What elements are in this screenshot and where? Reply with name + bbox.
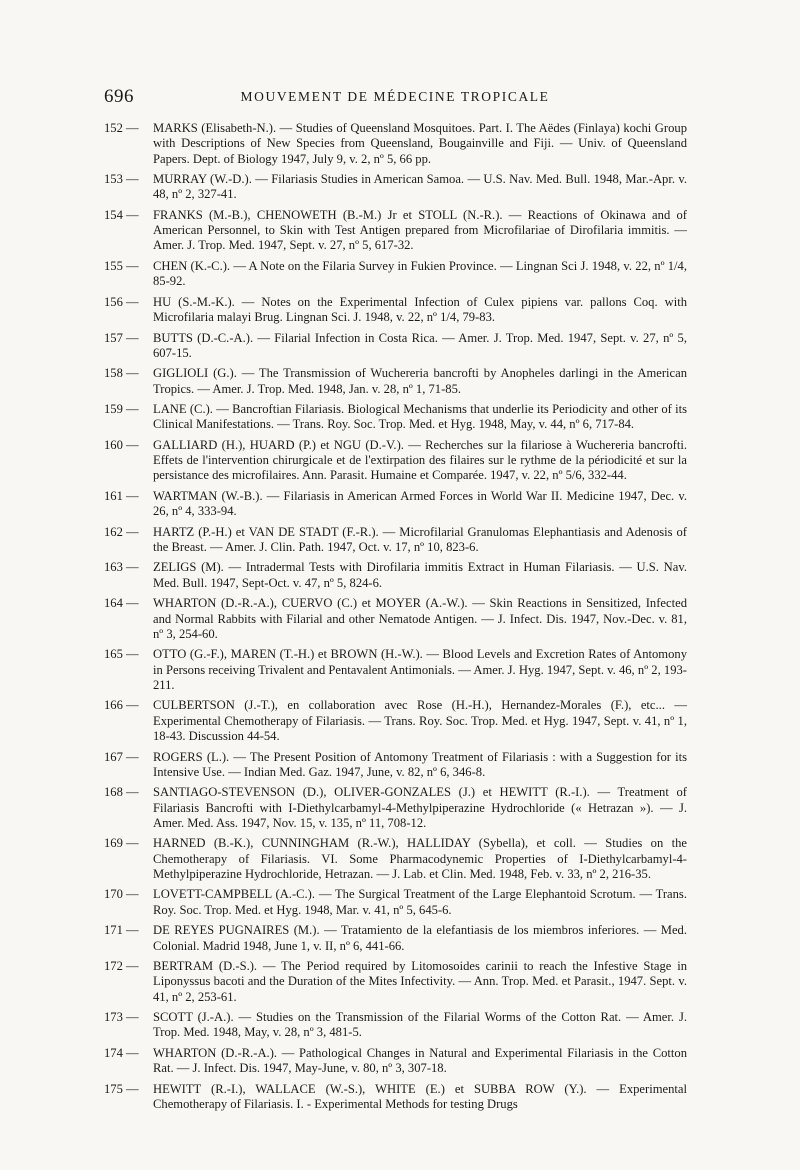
entry-number: 171 — [104, 923, 139, 938]
entry-text: CULBERTSON (J.-T.), en collaboration avec Rose (H.-H.), Hernandez-Morales (F.), etc... — Experimental Chemotherapy of Filariasis. — Trans. Roy. Soc. Trop. Med. et Hyg. 1947, Sept. v. 41, nº 1, 18-43. Discussion 44-54. [153, 698, 687, 744]
bibliography-entry [104, 402, 687, 433]
bibliography-entry [104, 331, 687, 362]
bibliography-entry [104, 785, 687, 831]
bibliography-entry [104, 647, 687, 693]
entry-text: WHARTON (D.-R.-A.). — Pathological Changes in Natural and Experimental Filariasis in the Cotton Rat. — J. Infect. Dis. 1947, May-June, v. 80, nº 3, 307-18. [153, 1045, 687, 1076]
entry-text: FRANKS (M.-B.), CHENOWETH (B.-M.) Jr et STOLL (N.-R.). — Reactions of Okinawa and of American Personnel, to Skin with Test Antigen prepared from Microfilariae of Dirofilaria immitis. — Amer. J. Trop. Med. 1947, Sept. v. 27, nº 5, 617-32. [153, 207, 687, 253]
entry-text: GIGLIOLI (G.). — The Transmission of Wuchereria bancrofti by Anopheles darlingi in the American Tropics. — Amer. J. Trop. Med. 1948, Jan. v. 28, nº 1, 71-85. [153, 366, 687, 396]
bibliography-entry [104, 750, 687, 781]
bibliography-entry [104, 1082, 687, 1113]
entry-number: 157 — [104, 330, 139, 345]
entry-number: 160 — [104, 437, 139, 452]
entry-text: ROGERS (L.). — The Present Position of Antomony Treatment of Filariasis : with a Suggestion for its Intensive Use. — Indian Med. Gaz. 1947, June, v. 82, nº 6, 346-8. [153, 749, 687, 779]
entry-number: 169 — [104, 836, 139, 851]
running-title: MOUVEMENT DE MÉDECINE TROPICALE [240, 89, 550, 104]
bibliography-entry [104, 438, 687, 484]
page-number: 696 [104, 86, 134, 107]
entry-text: DE REYES PUGNAIRES (M.). — Tratamiento de la elefantiasis de los miembros inferiores. — Med. Colonial. Madrid 1948, June 1, v. II, nº 6, 441-66. [153, 923, 687, 953]
bibliography-entry [104, 525, 687, 556]
entry-number: 159 — [104, 402, 139, 417]
entry-number: 158 — [104, 366, 139, 381]
bibliography-entry [104, 923, 687, 954]
entry-number: 165 — [104, 647, 139, 662]
entry-number: 161 — [104, 488, 139, 503]
bibliography-entry [104, 560, 687, 591]
bibliography-entry [104, 259, 687, 290]
bibliography-entry [104, 596, 687, 642]
bibliography-list [104, 121, 687, 1117]
bibliography-entry [104, 489, 687, 520]
entry-number: 166 — [104, 698, 139, 713]
entry-number: 170 — [104, 887, 139, 902]
entry-number: 155 — [104, 258, 139, 273]
entry-number: 163 — [104, 560, 139, 575]
entry-number: 174 — [104, 1045, 139, 1060]
entry-text: OTTO (G.-F.), MAREN (T.-H.) et BROWN (H.-W.). — Blood Levels and Excretion Rates of Antomony in Persons receiving Trivalent and Pentavalent Antimonials. — Amer. J. Hyg. 1947, Sept. v. 46, nº 2, 193-211. [153, 647, 687, 692]
bibliography-entry [104, 887, 687, 918]
entry-text: WHARTON (D.-R.-A.), CUERVO (C.) et MOYER (A.-W.). — Skin Reactions in Sensitized, Infected and Normal Rabbits with Filarial and other Nematode Antigen. — J. Infect. Dis. 1947, Nov.-Dec. v. 81, nº 3, 254-60. [153, 596, 687, 641]
entry-number: 156 — [104, 294, 139, 309]
entry-number: 162 — [104, 524, 139, 539]
entry-text: HARTZ (P.-H.) et VAN DE STADT (F.-R.). — Microfilarial Granulomas Elephantiasis and Adenosis of the Breast. — Amer. J. Clin. Path. 1947, Oct. v. 17, nº 10, 823-6. [153, 524, 687, 554]
entry-text: HU (S.-M.-K.). — Notes on the Experimental Infection of Culex pipiens var. pallons Coq. with Microfilaria malayi Brug. Lingnan Sci. J. 1948, v. 22, nº 1/4, 79-83. [153, 294, 687, 325]
entry-number: 172 — [104, 959, 139, 973]
bibliography-entry [104, 698, 687, 744]
entry-text: SCOTT (J.-A.). — Studies on the Transmission of the Filarial Worms of the Cotton Rat. — Amer. J. Trop. Med. 1948, May, v. 28, nº 3, 481-5. [153, 1010, 687, 1040]
entry-text: GALLIARD (H.), HUARD (P.) et NGU (D.-V.). — Recherches sur la filariose à Wuchereria bancrofti. Effets de l'intervention chirurgicale et de l'extirpation des filaires sur le rythme de la périodicité et sur la persistance des microfilaires. Ann. Parasit. Humaine et Comparée. 1947, v. 22, nº 5/6, 332-44. [153, 437, 687, 483]
entry-text: LANE (C.). — Bancroftian Filariasis. Biological Mechanisms that underlie its Periodicity and other of its Clinical Manifestations. — Trans. Roy. Soc. Trop. Med. et Hyg. 1948, May, v. 44, nº 6, 717-84. [153, 402, 687, 432]
bibliography-entry [104, 121, 687, 167]
entry-text: WARTMAN (W.-B.). — Filariasis in American Armed Forces in World War II. Medicine 1947, Dec. v. 26, nº 4, 333-94. [153, 488, 687, 519]
bibliography-entry [104, 208, 687, 254]
entry-number: 168 — [104, 785, 139, 800]
entry-number: 164 — [104, 596, 139, 611]
entry-text: CHEN (K.-C.). — A Note on the Filaria Survey in Fukien Province. — Lingnan Sci J. 1948, v. 22, nº 1/4, 85-92. [153, 258, 687, 289]
bibliography-entry [104, 1046, 687, 1077]
bibliography-entry [104, 295, 687, 326]
entry-number: 152 — [104, 121, 139, 135]
entry-text: ZELIGS (M). — Intradermal Tests with Dirofilaria immitis Extract in Human Filariasis. — U.S. Nav. Med. Bull. 1947, Sept-Oct. v. 47, nº 5, 824-6. [153, 560, 687, 590]
entry-text: MARKS (Elisabeth-N.). — Studies of Queensland Mosquitoes. Part. I. The Aëdes (Finlaya) kochi Group with Descriptions of New Species from Queensland, Bougainville and Fiji. — Univ. of Queensland Papers. Dept. of Biology 1947, July 9, v. 2, nº 5, 66 pp. [153, 121, 687, 166]
entry-number: 175 — [104, 1081, 139, 1096]
entry-number: 167 — [104, 749, 139, 764]
bibliography-entry [104, 1010, 687, 1041]
page-header [104, 86, 686, 110]
entry-number: 173 — [104, 1010, 139, 1025]
bibliography-entry [104, 172, 687, 203]
entry-text: HEWITT (R.-I.), WALLACE (W.-S.), WHITE (E.) et SUBBA ROW (Y.). — Experimental Chemotherapy of Filariasis. I. - Experimental Methods for testing Drugs [153, 1081, 687, 1111]
entry-number: 153 — [104, 172, 139, 187]
bibliography-entry [104, 366, 687, 397]
entry-text: SANTIAGO-STEVENSON (D.), OLIVER-GONZALES (J.) et HEWITT (R.-I.). — Treatment of Filariasis Bancrofti with I-Diethylcarbamyl-4-Methylpiperazine Hydrochloride (« Hetrazan »). — J. Amer. Med. Ass. 1947, Nov. 15, v. 135, nº 11, 708-12. [153, 785, 687, 830]
entry-text: LOVETT-CAMPBELL (A.-C.). — The Surgical Treatment of the Large Elephantoid Scrotum. — Trans. Roy. Soc. Trop. Med. et Hyg. 1948, Mar. v. 41, nº 5, 645-6. [153, 887, 687, 917]
entry-text: BERTRAM (D.-S.). — The Period required by Litomosoides carinii to reach the Infestive Stage in Liponyssus bacoti and the Duration of the Mites Infectivity. — Ann. Trop. Med. et Parasit., 1947. Sept. v. 41, nº 2, 253-61. [153, 959, 687, 1004]
entry-text: HARNED (B.-K.), CUNNINGHAM (R.-W.), HALLIDAY (Sybella), et coll. — Studies on the Chemotherapy of Filariasis. VI. Some Pharmacodynemic Properties of I-Diethylcarbamyl-4-Methylpiperazine Hydrochloride, Hetrazan. — J. Lab. et Clin. Med. 1948, Feb. v. 33, nº 2, 216-35. [153, 836, 687, 881]
bibliography-entry [104, 836, 687, 882]
bibliography-entry [104, 959, 687, 1005]
entry-text: BUTTS (D.-C.-A.). — Filarial Infection in Costa Rica. — Amer. J. Trop. Med. 1947, Sept. v. 27, nº 5, 607-15. [153, 330, 687, 360]
entry-number: 154 — [104, 207, 139, 222]
entry-text: MURRAY (W.-D.). — Filariasis Studies in American Samoa. — U.S. Nav. Med. Bull. 1948, Mar.-Apr. v. 48, nº 2, 327-41. [153, 172, 687, 202]
